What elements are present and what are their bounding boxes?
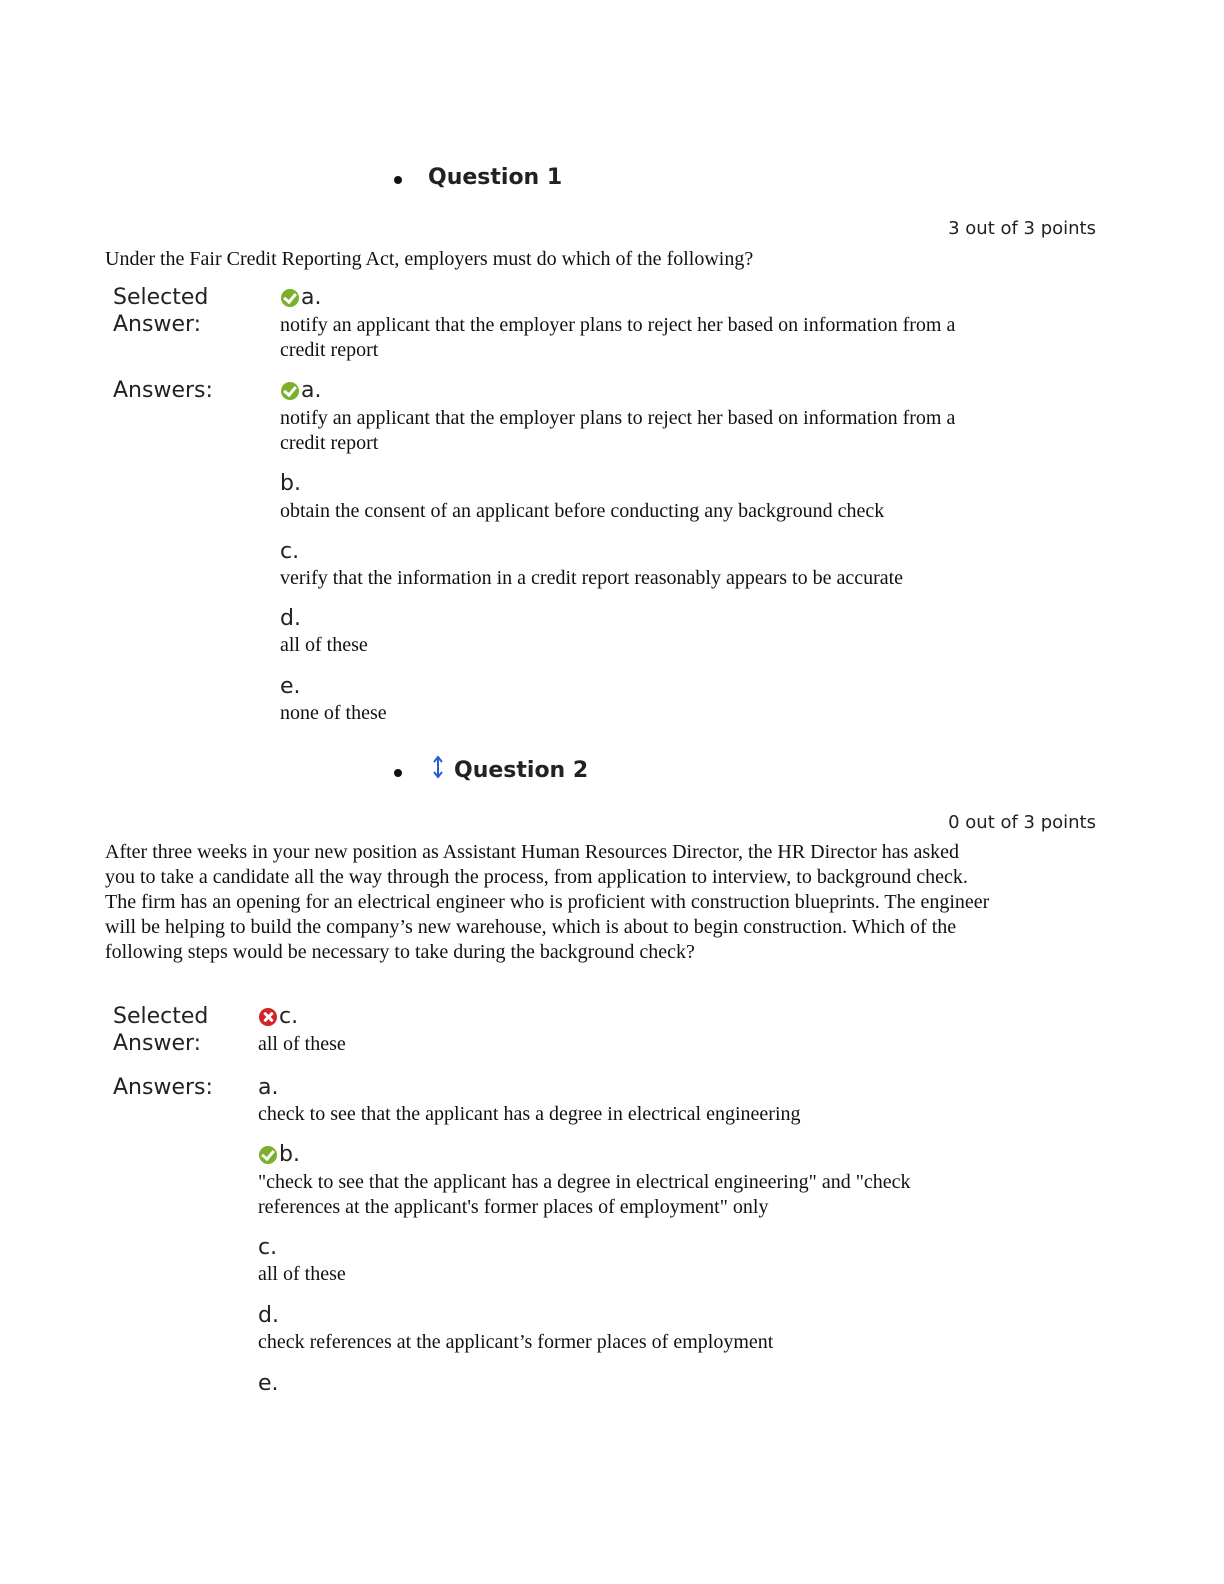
answer-option-text: check to see that the applicant has a degree in electrical engineering — [258, 1103, 801, 1125]
answer-option-letter — [280, 674, 301, 700]
answers-label: Answers: — [113, 1075, 213, 1100]
check-circle-icon — [281, 382, 299, 400]
question-text: Under the Fair Credit Reporting Act, employers must do which of the following? — [105, 248, 754, 270]
option-letter: c. — [258, 1235, 278, 1260]
selected-answer-letter — [259, 1004, 298, 1030]
option-letter: c. — [280, 539, 300, 564]
answers-label: Answers: — [113, 378, 213, 403]
answer-option-text: all of these — [280, 634, 368, 656]
check-circle-icon — [259, 1146, 277, 1164]
up-down-arrow-icon[interactable] — [432, 755, 444, 779]
selected-answer-letter — [281, 285, 321, 311]
answer-option-letter — [258, 1235, 277, 1261]
option-letter: d. — [280, 606, 301, 631]
answer-option-text: verify that the information in a credit report reasonably appears to be accurate — [280, 567, 904, 589]
answer-option-text: "check to see that the applicant has a degree in electrical engineering" and "check references at the applicant's former places of employment" only — [258, 1171, 911, 1218]
answer-option-text: obtain the consent of an applicant before conducting any background check — [280, 500, 885, 522]
answer-option-letter — [281, 378, 321, 404]
question-points: 0 out of 3 points — [948, 812, 1096, 833]
label-line: Selected — [113, 285, 209, 310]
option-letter: a. — [258, 1075, 279, 1100]
option-letter: b. — [280, 471, 301, 496]
answer-option-letter — [259, 1142, 300, 1168]
label-line: Selected — [113, 1004, 209, 1029]
label-line: Answer: — [113, 312, 202, 337]
option-letter: b. — [279, 1142, 300, 1167]
answer-option-text: none of these — [280, 702, 387, 724]
answer-option-letter — [280, 539, 299, 565]
option-letter: c. — [279, 1004, 299, 1029]
answer-option-letter — [280, 471, 301, 497]
question-points: 3 out of 3 points — [948, 218, 1096, 239]
answer-option-letter — [258, 1303, 279, 1329]
question-title — [428, 165, 562, 190]
selected-answer-label — [113, 1003, 208, 1057]
question-title — [432, 758, 588, 783]
list-bullet — [394, 769, 402, 777]
question-title-text: Question 1 — [428, 165, 563, 190]
check-circle-icon — [281, 289, 299, 307]
selected-answer-text: notify an applicant that the employer plans to reject her based on information from a credit report — [280, 314, 956, 361]
question-title-text: Question 2 — [454, 758, 589, 783]
answer-option-letter — [258, 1371, 279, 1397]
answer-option-letter — [258, 1075, 278, 1101]
answer-option-text: all of these — [258, 1263, 346, 1285]
selected-answer-text: all of these — [258, 1033, 346, 1055]
answer-option-text: check references at the applicant’s former places of employment — [258, 1331, 774, 1353]
option-letter: d. — [258, 1303, 279, 1328]
option-letter: e. — [258, 1371, 279, 1396]
list-bullet — [394, 176, 402, 184]
option-letter: a. — [301, 285, 322, 310]
selected-answer-label — [113, 284, 208, 338]
option-letter: a. — [301, 378, 322, 403]
label-line: Answer: — [113, 1031, 202, 1056]
question-text: After three weeks in your new position as Assistant Human Resources Director, the HR Director has asked you to take a candidate all the way through the process, from application to interview, to background check. The firm has an opening for an electrical engineer who is proficient with construction blueprints. The engineer will be helping to build the company’s new warehouse, which is about to begin construction. Which of the following steps would be necessary to take during the background check? — [105, 841, 990, 963]
answer-option-letter — [280, 606, 301, 632]
option-letter: e. — [280, 674, 301, 699]
answer-option-text: notify an applicant that the employer plans to reject her based on information from a credit report — [280, 407, 956, 454]
x-circle-icon — [259, 1008, 277, 1026]
